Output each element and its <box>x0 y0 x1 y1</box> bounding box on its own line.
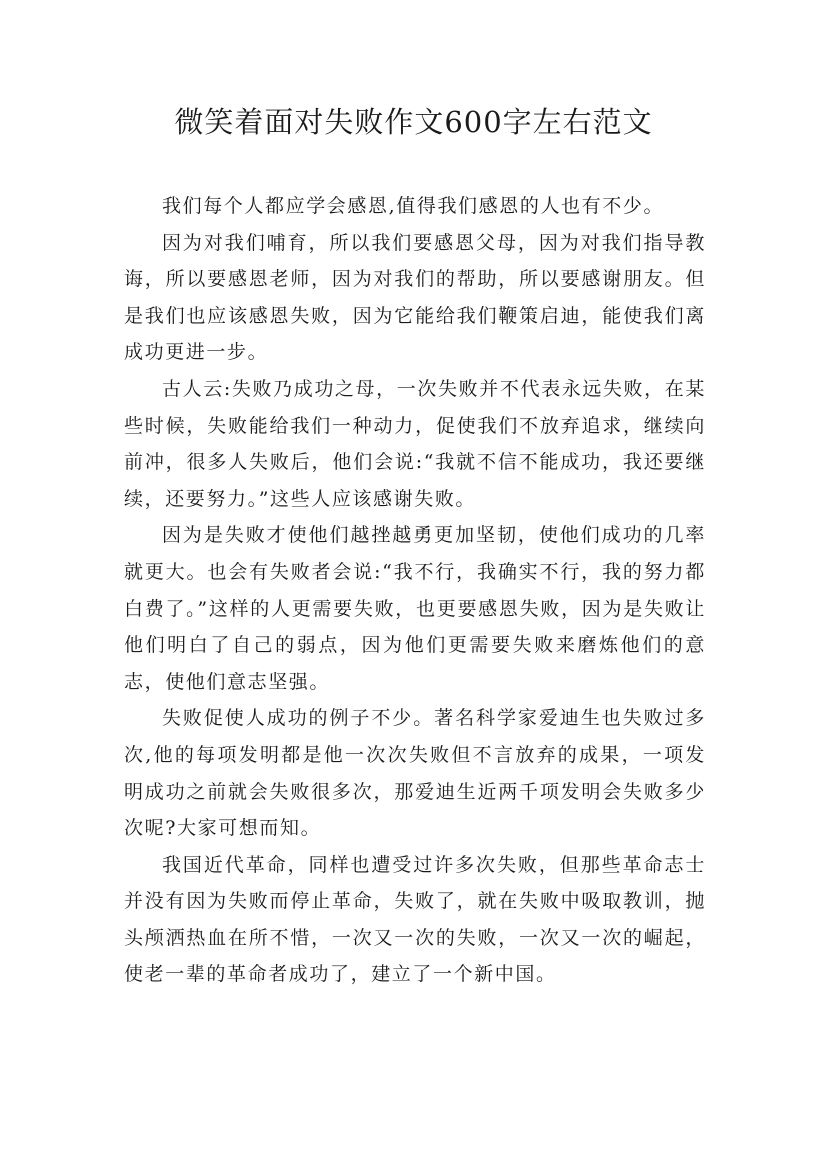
paragraph-5: 失败促使人成功的例子不少。著名科学家爱迪生也失败过多次,他的每项发明都是他一次次失败但不言放弃的成果，一项发明成功之前就会失败很多次，那爱迪生近两千项发明会失败多少次呢?大家可想而知。 <box>124 707 706 840</box>
paragraph-4: 因为是失败才使他们越挫越勇更加坚韧，使他们成功的几率就更大。也会有失败者会说:“我不行，我确实不行，我的努力都白费了。”这样的人更需要失败，也更要感恩失败，因为是失败让他们明白了自己的弱点，因为他们更需要失败来磨炼他们的意志，使他们意志坚强。 <box>124 524 706 693</box>
document-title: 微笑着面对失败作文600字左右范文 <box>174 105 653 139</box>
paragraph-3: 古人云:失败乃成功之母，一次失败并不代表永远失败，在某些时候，失败能给我们一种动力，促使我们不放弃追求，继续向前冲，很多人失败后，他们会说:“我就不信不能成功，我还要继续，还要努力。”这些人应该感谢失败。 <box>124 377 706 510</box>
document-body <box>124 188 706 993</box>
paragraph-1: 我们每个人都应学会感恩,值得我们感恩的人也有不少。 <box>162 195 665 217</box>
paragraph-6: 我国近代革命，同样也遭受过许多次失败，但那些革命志士并没有因为失败而停止革命，失败了，就在失败中吸取教训，抛头颅洒热血在所不惜，一次又一次的失败，一次又一次的崛起，使老一辈的革命者成功了，建立了一个新中国。 <box>124 853 706 986</box>
paragraph-2: 因为对我们哺育，所以我们要感恩父母，因为对我们指导教诲，所以要感恩老师，因为对我们的帮助，所以要感谢朋友。但是我们也应该感恩失败，因为它能给我们鞭策启迪，能使我们离成功更进一步。 <box>124 231 706 364</box>
